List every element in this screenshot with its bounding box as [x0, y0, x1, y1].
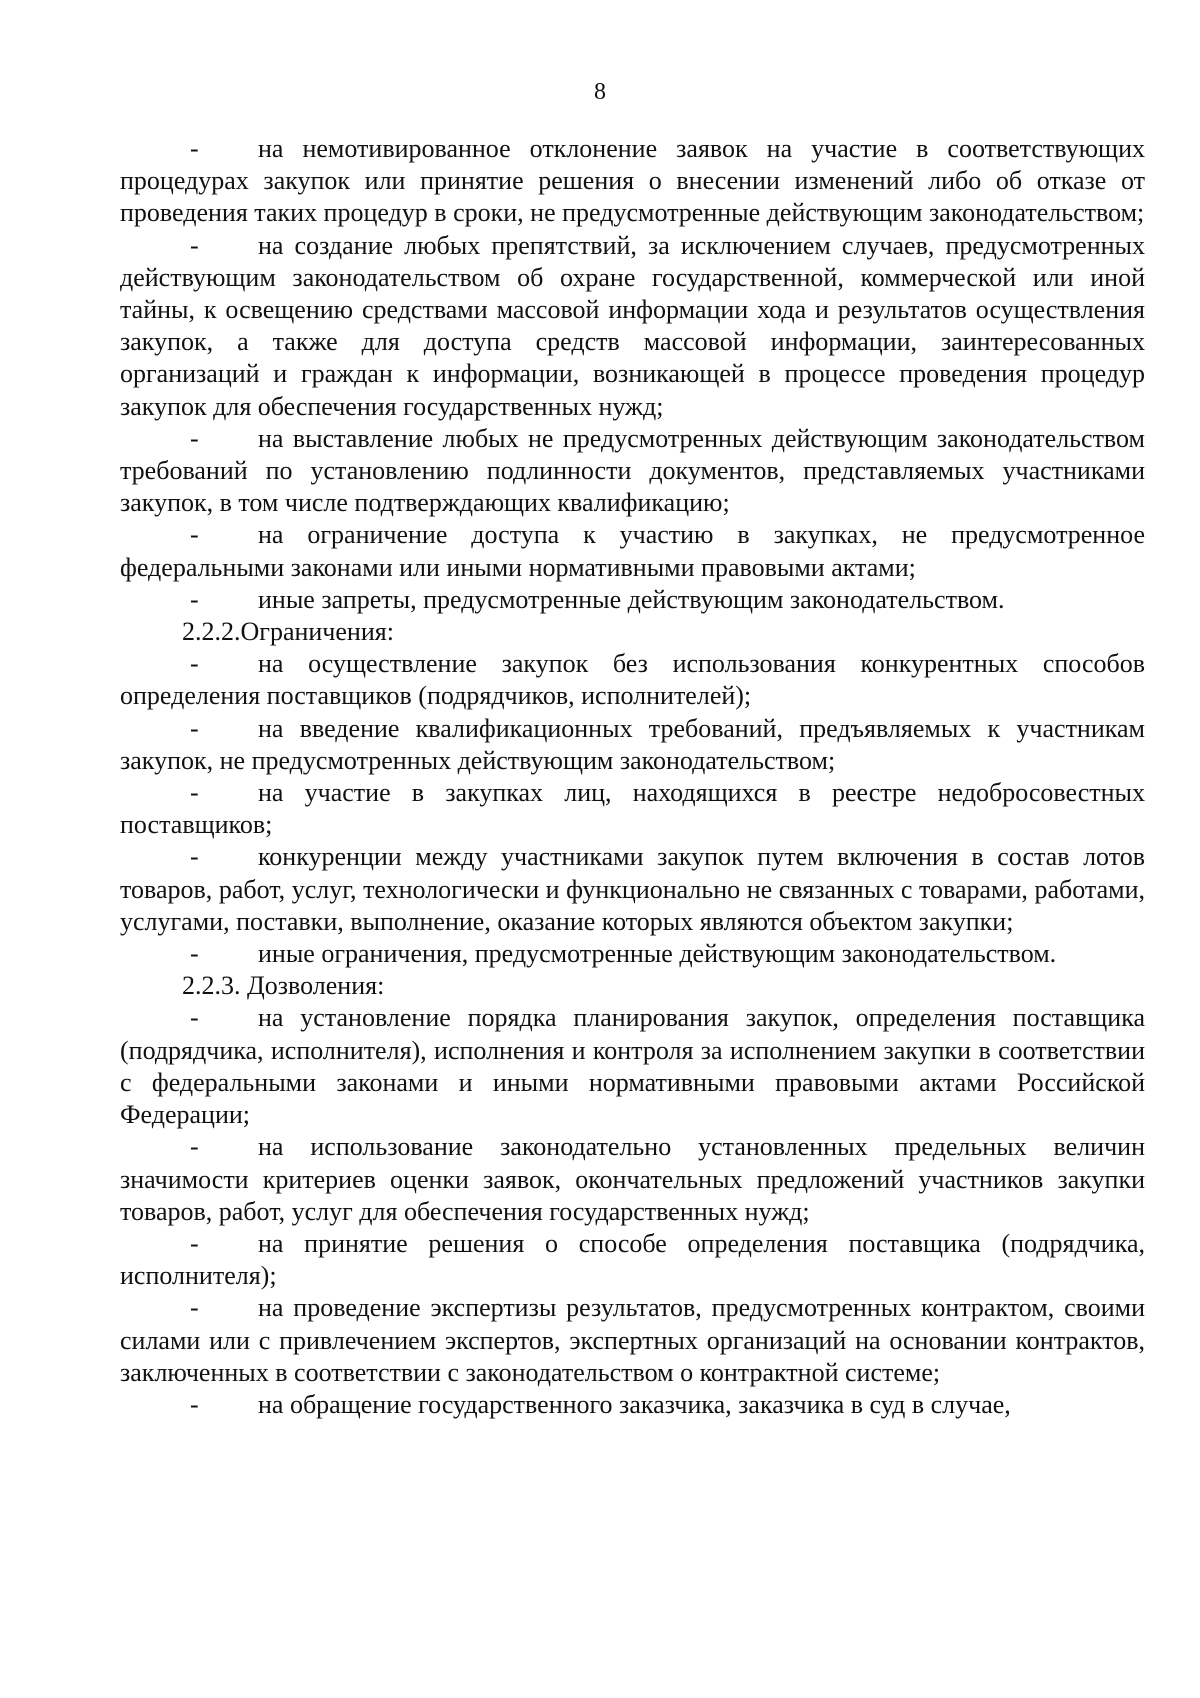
list-item-text: на осуществление закупок без использования конкурентных способов определения поставщиков (подрядчиков, исполнителей);	[120, 649, 1145, 711]
list-dash: -	[190, 649, 199, 679]
list-item-text: на принятие решения о способе определения поставщика (подрядчика, исполнителя);	[120, 1228, 1145, 1291]
list-item	[120, 1389, 1145, 1421]
list-item-text: на немотивированное отклонение заявок на участие в соответствующих процедурах закупок или принятие решения о внесении изменений либо об отказе от проведения таких процедур в сроки, не предусмотренные действующим законодательством;	[120, 134, 1145, 228]
list-item	[120, 777, 1145, 841]
list-item-text: иные запреты, предусмотренные действующим законодательством.	[258, 584, 1005, 614]
list-item-text: на использование законодательно установленных предельных величин значимости критериев оценки заявок, окончательных предложений участников закупки товаров, работ, услуг для обеспечения государственных нужд;	[120, 1132, 1145, 1226]
list-item	[120, 938, 1145, 970]
list-item-text: на установление порядка планирования закупок, определения поставщика (подрядчика, исполнителя), исполнения и контроля за исполнением закупки в соответствии с федеральными законами и иными нормативными правовыми актами Российской Федерации;	[120, 1003, 1145, 1130]
list-item	[120, 841, 1145, 938]
list-dash: -	[190, 584, 199, 614]
list-item-text: конкуренции между участниками закупок путем включения в состав лотов товаров, работ, услуг, технологически и функционально не связанных с товарами, работами, услугами, поставки, выполнение, оказание которых являются объектом закупки;	[120, 842, 1145, 936]
document-body	[120, 133, 1145, 1421]
list-item	[120, 713, 1145, 777]
list-dash: -	[190, 939, 199, 969]
list-item	[120, 648, 1145, 712]
list-dash: -	[190, 713, 199, 743]
list-dash: -	[190, 423, 199, 453]
list-item	[120, 423, 1145, 520]
list-item-text: иные ограничения, предусмотренные действующим законодательством.	[258, 939, 1057, 969]
list-item-text: на участие в закупках лиц, находящихся в реестре недобросовестных поставщиков;	[120, 778, 1145, 840]
list-item-text: на создание любых препятствий, за исключением случаев, предусмотренных действующим законодательством об охране государственной, коммерческой или иной тайны, к освещению средствами массовой информации хода и результатов осуществления закупок, а также для доступа средств массовой информации, заинтересованных организаций и граждан к информации, возникающей в процессе проведения процедур закупок для обеспечения государственных нужд;	[120, 230, 1145, 421]
list-dash: -	[190, 1389, 199, 1419]
list-item-text: на обращение государственного заказчика, заказчика в суд в случае,	[258, 1389, 1011, 1419]
list-item-text: на выставление любых не предусмотренных действующим законодательством требований по установлению подлинности документов, представляемых участниками закупок, в том числе подтверждающих квалификацию;	[120, 423, 1145, 518]
list-item	[120, 1131, 1145, 1228]
list-item	[120, 1292, 1145, 1389]
list-dash: -	[190, 842, 199, 872]
list-dash: -	[190, 520, 199, 550]
list-item-text: на введение квалификационных требований, предъявляемых к участникам закупок, не предусмотренных действующим законодательством;	[120, 713, 1145, 775]
list-dash: -	[190, 1003, 199, 1033]
list-item	[120, 1002, 1145, 1131]
list-item	[120, 133, 1145, 230]
list-item	[120, 230, 1145, 423]
list-item-text: на проведение экспертизы результатов, предусмотренных контрактом, своими силами или с привлечением экспертов, экспертных организаций на основании контрактов, заключенных в соответствии с законодательством о контрактной системе;	[120, 1293, 1145, 1387]
list-dash: -	[190, 1228, 199, 1258]
list-dash: -	[190, 230, 199, 260]
page-number: 8	[594, 79, 606, 105]
list-item	[120, 519, 1145, 583]
list-item-text: на ограничение доступа к участию в закупках, не предусмотренное федеральными законами или иными нормативными правовыми актами;	[120, 520, 1145, 582]
list-item	[120, 584, 1145, 616]
list-dash: -	[190, 1132, 199, 1162]
section-heading-permissions: 2.2.3. Дозволения:	[182, 971, 385, 1001]
list-item	[120, 1228, 1145, 1292]
list-dash: -	[190, 778, 199, 808]
list-dash: -	[190, 134, 199, 163]
section-heading-restrictions: 2.2.2.Ограничения:	[182, 617, 394, 647]
list-dash: -	[190, 1293, 199, 1323]
